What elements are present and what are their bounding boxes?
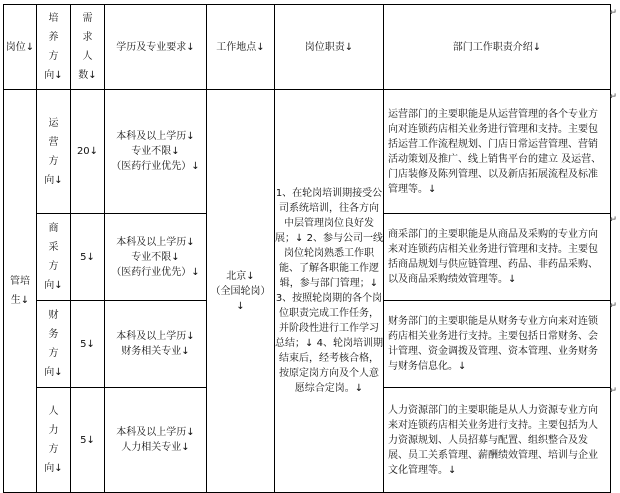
education-cell: 本科及以上学历↓ 财务相关专业↓ bbox=[105, 301, 207, 388]
duty-cell: 1、在轮岗培训期接受公司系统培训，往各方向中层管理岗位良好发展；↓ 2、参与公司一线岗位轮岗熟悉工作职能、了解各职能工作逻辑，参与部门管理；↓ 3、按照轮岗期的各个岗位职责完成工作任务，并阶段性进行工作学习总结；↓ 4、轮岗培训期结束后，经考核合格，按原定岗方向及个人意愿综合定岗。↓ bbox=[275, 90, 384, 493]
row-end-mark: ↵ bbox=[609, 92, 617, 102]
header-count: 需 求 人 数↓ bbox=[71, 5, 105, 90]
row-end-mark: ↵ bbox=[609, 8, 617, 18]
header-row bbox=[4, 5, 611, 90]
count-cell: 5↓ bbox=[71, 301, 105, 388]
header-direction: 培 养 方 向↓ bbox=[37, 5, 71, 90]
direction-cell: 人 力 方 向↓ bbox=[37, 388, 71, 493]
education-cell: 本科及以上学历↓ 专业不限↓ （医药行业优先）↓ bbox=[105, 214, 207, 301]
row-end-mark: ↵ bbox=[609, 301, 617, 311]
dept-cell: 财务部门的主要职能是从财务专业方向来对连锁药店相关业务进行支持。主要包括日常财务、会计管理、资金调拨及管理、资本管理、业务财务与财务信息化。↓ bbox=[384, 301, 611, 388]
header-duty: 岗位职责↓ bbox=[275, 5, 384, 90]
header-education: 学历及专业要求↓ bbox=[105, 5, 207, 90]
dept-cell: 人力资源部门的主要职能是从人力资源专业方向来对连锁药店相关业务进行支持。主要包括为人力资源规划、人员招募与配置、组织整合及发展、员工关系管理、薪酬绩效管理、培训与企业文化管理等。↓ bbox=[384, 388, 611, 493]
count-cell: 5↓ bbox=[71, 388, 105, 493]
table-row bbox=[4, 90, 611, 214]
education-cell: 本科及以上学历↓ 专业不限↓ （医药行业优先）↓ bbox=[105, 90, 207, 214]
recruitment-table bbox=[3, 4, 611, 493]
dept-cell: 商采部门的主要职能是从商品及采购的专业方向来对连锁药店相关业务进行管理和支持。主要包括商品规划与供应链管理、药品、非药品采购、以及商品采购绩效管理等。↓ bbox=[384, 214, 611, 301]
dept-cell: 运营部门的主要职能是从运营管理的各个专业方向对连锁药店相关业务进行管理和支持。主要包括运营工作流程规划、门店日常运营管理、营销活动策划及推广、线上销售平台的建立 及运营、门店装修及陈列管理、以及新店拓展流程及标准管理等。↓ bbox=[384, 90, 611, 214]
location-cell: 北京↓ （全国轮岗）↓ bbox=[207, 90, 275, 493]
header-location: 工作地点↓ bbox=[207, 5, 275, 90]
direction-cell: 财 务 方 向↓ bbox=[37, 301, 71, 388]
count-cell: 5↓ bbox=[71, 214, 105, 301]
direction-cell: 运 营 方 向↓ bbox=[37, 90, 71, 214]
header-position: 岗位↓ bbox=[4, 5, 37, 90]
education-cell: 本科及以上学历↓ 人力相关专业↓ bbox=[105, 388, 207, 493]
row-end-mark: ↵ bbox=[609, 215, 617, 225]
row-end-mark: ↵ bbox=[609, 386, 617, 396]
count-cell: 20↓ bbox=[71, 90, 105, 214]
header-dept: 部门工作职责介绍↓ bbox=[384, 5, 611, 90]
position-name: 管培 生↓ bbox=[4, 90, 37, 493]
direction-cell: 商 采 方 向↓ bbox=[37, 214, 71, 301]
